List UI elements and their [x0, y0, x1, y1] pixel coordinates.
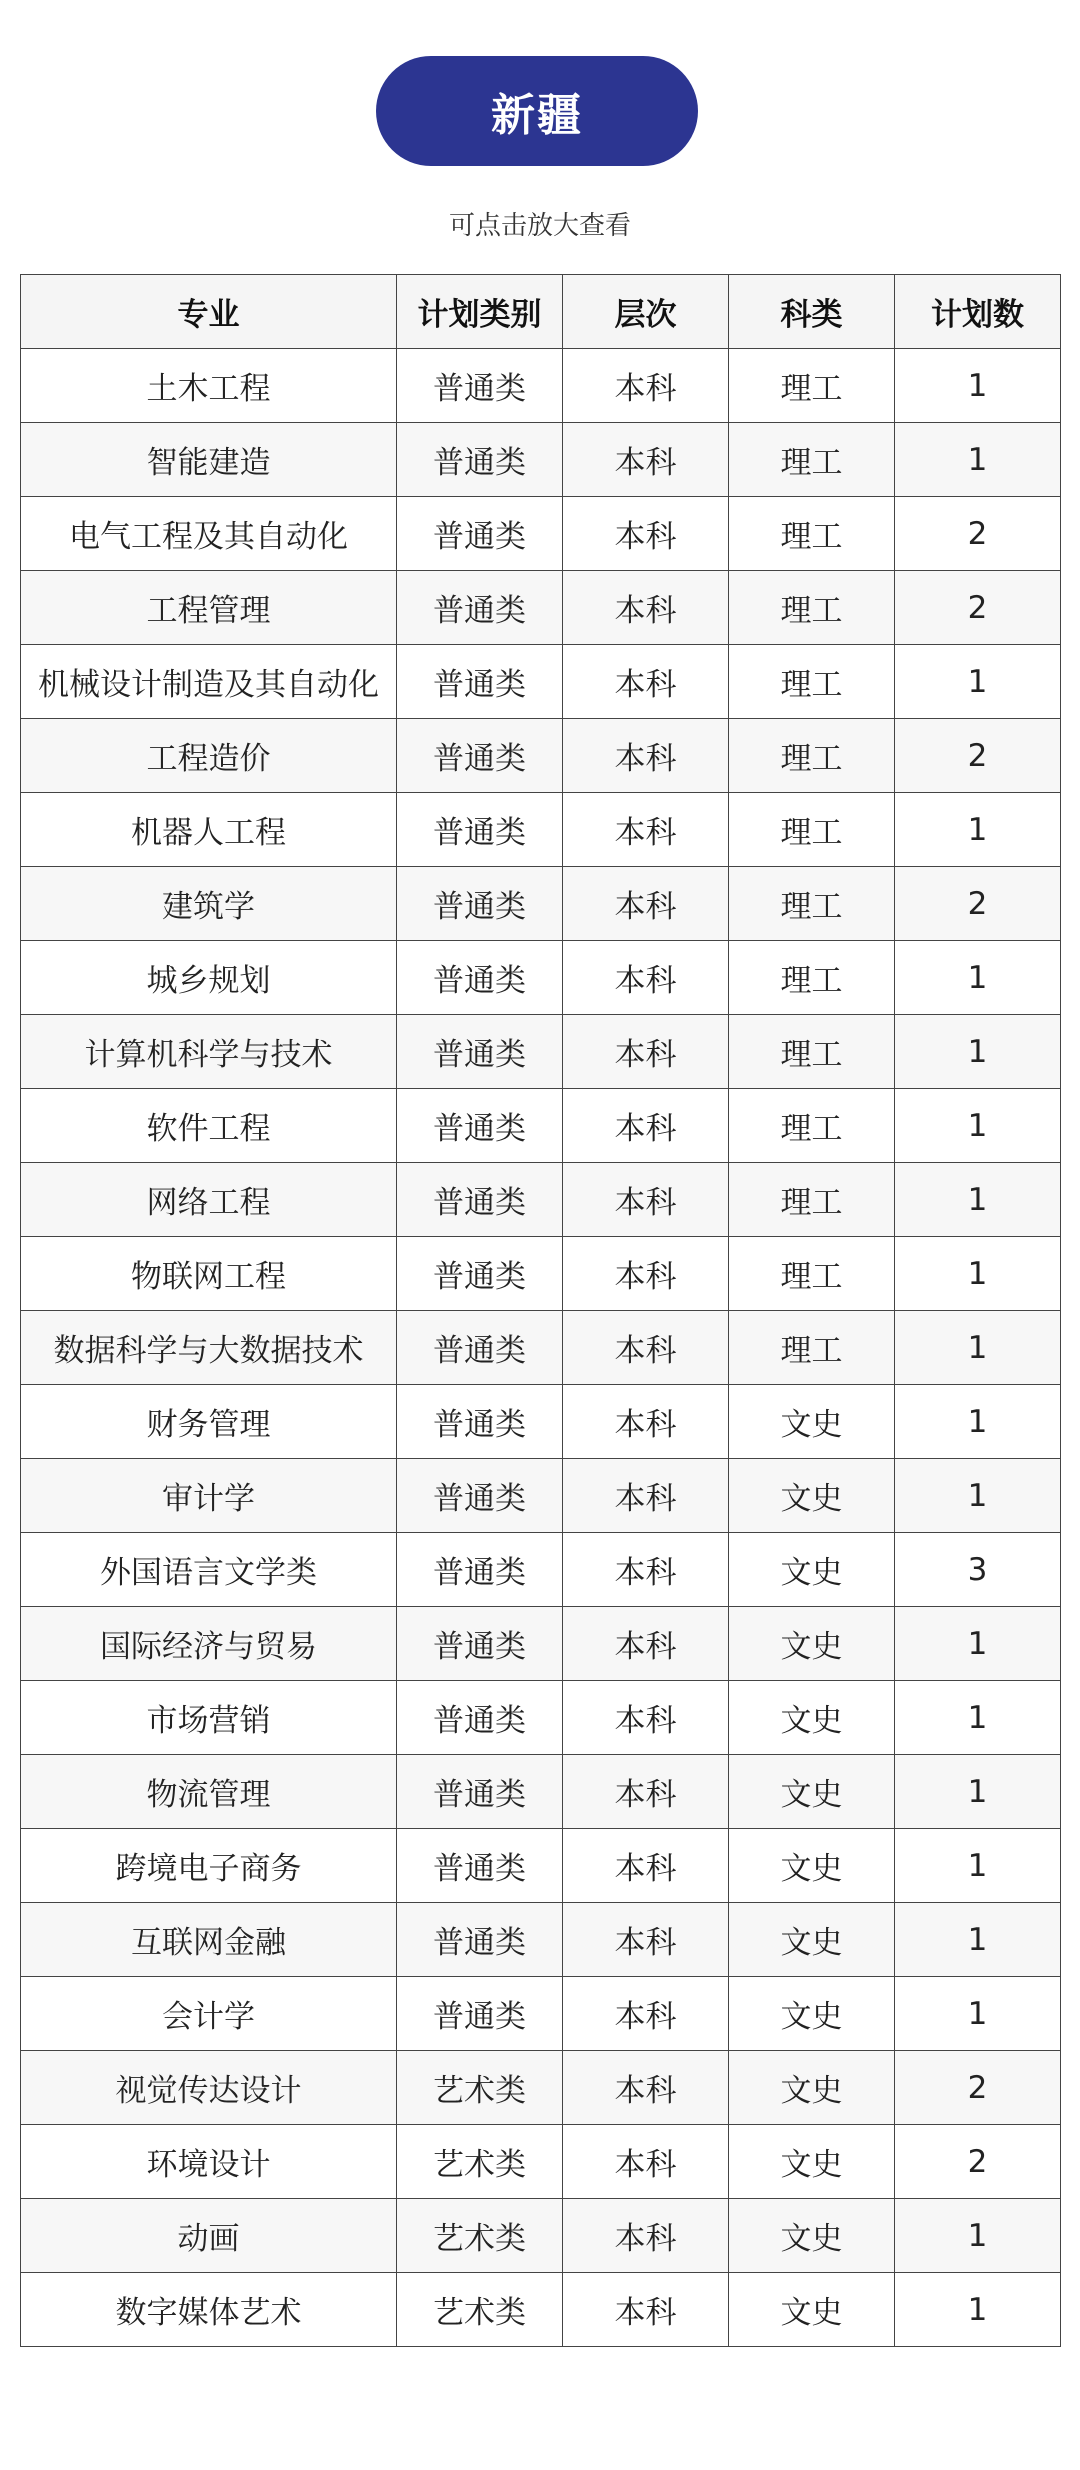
cell-subject-type: 文史	[729, 1681, 895, 1755]
cell-plan-category: 普通类	[397, 349, 563, 423]
cell-level: 本科	[563, 1089, 729, 1163]
cell-plan-category: 普通类	[397, 1681, 563, 1755]
cell-level: 本科	[563, 571, 729, 645]
cell-major: 国际经济与贸易	[21, 1607, 397, 1681]
cell-major: 外国语言文学类	[21, 1533, 397, 1607]
cell-subject-type: 理工	[729, 941, 895, 1015]
cell-subject-type: 理工	[729, 423, 895, 497]
table-row	[21, 1311, 1061, 1385]
cell-subject-type: 理工	[729, 1163, 895, 1237]
cell-major: 土木工程	[21, 349, 397, 423]
table-row	[21, 2051, 1061, 2125]
cell-subject-type: 文史	[729, 2051, 895, 2125]
cell-major: 数据科学与大数据技术	[21, 1311, 397, 1385]
zoom-hint: 可点击放大查看	[448, 211, 631, 241]
table-row	[21, 793, 1061, 867]
table-body	[21, 349, 1061, 2347]
cell-plan-category: 艺术类	[397, 2051, 563, 2125]
cell-plan-category: 普通类	[397, 497, 563, 571]
header-subject-type: 科类	[729, 275, 895, 349]
table-header-row	[21, 275, 1061, 349]
table-row	[21, 1089, 1061, 1163]
cell-plan-category: 普通类	[397, 1237, 563, 1311]
table-row	[21, 1903, 1061, 1977]
cell-subject-type: 理工	[729, 719, 895, 793]
cell-level: 本科	[563, 1237, 729, 1311]
cell-plan-category: 普通类	[397, 719, 563, 793]
table-row	[21, 1977, 1061, 2051]
header-major: 专业	[21, 275, 397, 349]
cell-plan-category: 普通类	[397, 1459, 563, 1533]
cell-subject-type: 文史	[729, 1903, 895, 1977]
cell-level: 本科	[563, 423, 729, 497]
cell-subject-type: 文史	[729, 2273, 895, 2347]
cell-plan-count: 1	[895, 1015, 1061, 1089]
cell-plan-count: 1	[895, 1459, 1061, 1533]
table-row	[21, 941, 1061, 1015]
table-row	[21, 1459, 1061, 1533]
cell-subject-type: 文史	[729, 1533, 895, 1607]
cell-major: 软件工程	[21, 1089, 397, 1163]
cell-plan-count: 1	[895, 1237, 1061, 1311]
cell-plan-category: 普通类	[397, 645, 563, 719]
table-row	[21, 1385, 1061, 1459]
cell-level: 本科	[563, 1311, 729, 1385]
cell-plan-category: 普通类	[397, 1015, 563, 1089]
table-row	[21, 1163, 1061, 1237]
cell-plan-category: 普通类	[397, 1089, 563, 1163]
cell-plan-count: 1	[895, 2199, 1061, 2273]
cell-major: 计算机科学与技术	[21, 1015, 397, 1089]
cell-major: 工程管理	[21, 571, 397, 645]
cell-plan-count: 1	[895, 423, 1061, 497]
cell-plan-category: 普通类	[397, 1533, 563, 1607]
cell-major: 物联网工程	[21, 1237, 397, 1311]
cell-major: 城乡规划	[21, 941, 397, 1015]
cell-level: 本科	[563, 719, 729, 793]
cell-level: 本科	[563, 1903, 729, 1977]
cell-subject-type: 理工	[729, 1089, 895, 1163]
cell-major: 会计学	[21, 1977, 397, 2051]
cell-subject-type: 理工	[729, 793, 895, 867]
cell-level: 本科	[563, 941, 729, 1015]
cell-subject-type: 文史	[729, 1755, 895, 1829]
table-row	[21, 719, 1061, 793]
cell-plan-count: 3	[895, 1533, 1061, 1607]
cell-major: 建筑学	[21, 867, 397, 941]
cell-subject-type: 理工	[729, 349, 895, 423]
cell-subject-type: 文史	[729, 1459, 895, 1533]
table-row	[21, 2199, 1061, 2273]
cell-level: 本科	[563, 1607, 729, 1681]
cell-plan-count: 2	[895, 2125, 1061, 2199]
cell-level: 本科	[563, 1977, 729, 2051]
table-row	[21, 2125, 1061, 2199]
cell-plan-category: 普通类	[397, 1163, 563, 1237]
cell-plan-count: 1	[895, 1311, 1061, 1385]
cell-plan-category: 普通类	[397, 1607, 563, 1681]
cell-plan-count: 1	[895, 1607, 1061, 1681]
cell-major: 网络工程	[21, 1163, 397, 1237]
cell-subject-type: 理工	[729, 497, 895, 571]
cell-major: 工程造价	[21, 719, 397, 793]
cell-plan-count: 2	[895, 719, 1061, 793]
cell-major: 机器人工程	[21, 793, 397, 867]
cell-major: 视觉传达设计	[21, 2051, 397, 2125]
cell-level: 本科	[563, 1681, 729, 1755]
enrollment-plan-table	[20, 274, 1061, 2347]
table-row	[21, 571, 1061, 645]
table-row	[21, 2273, 1061, 2347]
table-row	[21, 1681, 1061, 1755]
page-title: 新疆	[376, 56, 698, 166]
cell-plan-category: 普通类	[397, 867, 563, 941]
cell-major: 互联网金融	[21, 1903, 397, 1977]
cell-major: 智能建造	[21, 423, 397, 497]
cell-plan-count: 1	[895, 1681, 1061, 1755]
cell-plan-category: 艺术类	[397, 2199, 563, 2273]
header-plan-count: 计划数	[895, 275, 1061, 349]
cell-subject-type: 文史	[729, 1977, 895, 2051]
cell-subject-type: 理工	[729, 1311, 895, 1385]
cell-level: 本科	[563, 1459, 729, 1533]
cell-subject-type: 理工	[729, 867, 895, 941]
cell-major: 财务管理	[21, 1385, 397, 1459]
cell-major: 审计学	[21, 1459, 397, 1533]
cell-subject-type: 文史	[729, 1607, 895, 1681]
cell-plan-count: 2	[895, 2051, 1061, 2125]
cell-plan-count: 1	[895, 1829, 1061, 1903]
cell-plan-count: 2	[895, 497, 1061, 571]
cell-plan-category: 普通类	[397, 1977, 563, 2051]
cell-subject-type: 文史	[729, 1385, 895, 1459]
cell-level: 本科	[563, 1829, 729, 1903]
table-row	[21, 1015, 1061, 1089]
cell-subject-type: 文史	[729, 1829, 895, 1903]
table-row	[21, 1533, 1061, 1607]
table-row	[21, 645, 1061, 719]
cell-level: 本科	[563, 1533, 729, 1607]
cell-plan-category: 普通类	[397, 793, 563, 867]
cell-plan-count: 1	[895, 1163, 1061, 1237]
cell-plan-category: 普通类	[397, 423, 563, 497]
table-row	[21, 423, 1061, 497]
cell-plan-count: 1	[895, 1977, 1061, 2051]
cell-level: 本科	[563, 1163, 729, 1237]
cell-level: 本科	[563, 2199, 729, 2273]
cell-plan-category: 普通类	[397, 1903, 563, 1977]
cell-level: 本科	[563, 1755, 729, 1829]
cell-major: 机械设计制造及其自动化	[21, 645, 397, 719]
cell-plan-count: 1	[895, 349, 1061, 423]
cell-plan-category: 普通类	[397, 1829, 563, 1903]
cell-plan-category: 普通类	[397, 1311, 563, 1385]
cell-level: 本科	[563, 2051, 729, 2125]
table-row	[21, 497, 1061, 571]
table-row	[21, 1829, 1061, 1903]
cell-level: 本科	[563, 793, 729, 867]
header-level: 层次	[563, 275, 729, 349]
cell-level: 本科	[563, 867, 729, 941]
cell-plan-category: 普通类	[397, 941, 563, 1015]
cell-major: 物流管理	[21, 1755, 397, 1829]
cell-plan-category: 艺术类	[397, 2273, 563, 2347]
table-row	[21, 1607, 1061, 1681]
cell-plan-count: 1	[895, 645, 1061, 719]
cell-plan-count: 1	[895, 1755, 1061, 1829]
cell-major: 环境设计	[21, 2125, 397, 2199]
cell-subject-type: 文史	[729, 2125, 895, 2199]
cell-subject-type: 理工	[729, 571, 895, 645]
cell-major: 数字媒体艺术	[21, 2273, 397, 2347]
cell-plan-count: 1	[895, 1903, 1061, 1977]
cell-level: 本科	[563, 645, 729, 719]
table-row	[21, 867, 1061, 941]
cell-plan-count: 2	[895, 571, 1061, 645]
cell-plan-count: 1	[895, 941, 1061, 1015]
cell-plan-category: 普通类	[397, 571, 563, 645]
cell-plan-category: 普通类	[397, 1385, 563, 1459]
cell-subject-type: 理工	[729, 645, 895, 719]
cell-level: 本科	[563, 349, 729, 423]
header-plan-category: 计划类别	[397, 275, 563, 349]
cell-level: 本科	[563, 1385, 729, 1459]
cell-plan-count: 1	[895, 1385, 1061, 1459]
cell-level: 本科	[563, 2273, 729, 2347]
cell-major: 电气工程及其自动化	[21, 497, 397, 571]
cell-plan-count: 1	[895, 2273, 1061, 2347]
cell-major: 动画	[21, 2199, 397, 2273]
cell-plan-count: 1	[895, 793, 1061, 867]
cell-plan-count: 2	[895, 867, 1061, 941]
cell-level: 本科	[563, 2125, 729, 2199]
cell-level: 本科	[563, 1015, 729, 1089]
cell-plan-count: 1	[895, 1089, 1061, 1163]
cell-level: 本科	[563, 497, 729, 571]
cell-major: 跨境电子商务	[21, 1829, 397, 1903]
cell-subject-type: 理工	[729, 1015, 895, 1089]
cell-subject-type: 文史	[729, 2199, 895, 2273]
cell-plan-category: 普通类	[397, 1755, 563, 1829]
cell-major: 市场营销	[21, 1681, 397, 1755]
table-row	[21, 1755, 1061, 1829]
cell-plan-category: 艺术类	[397, 2125, 563, 2199]
table-row	[21, 1237, 1061, 1311]
cell-subject-type: 理工	[729, 1237, 895, 1311]
table-row	[21, 349, 1061, 423]
